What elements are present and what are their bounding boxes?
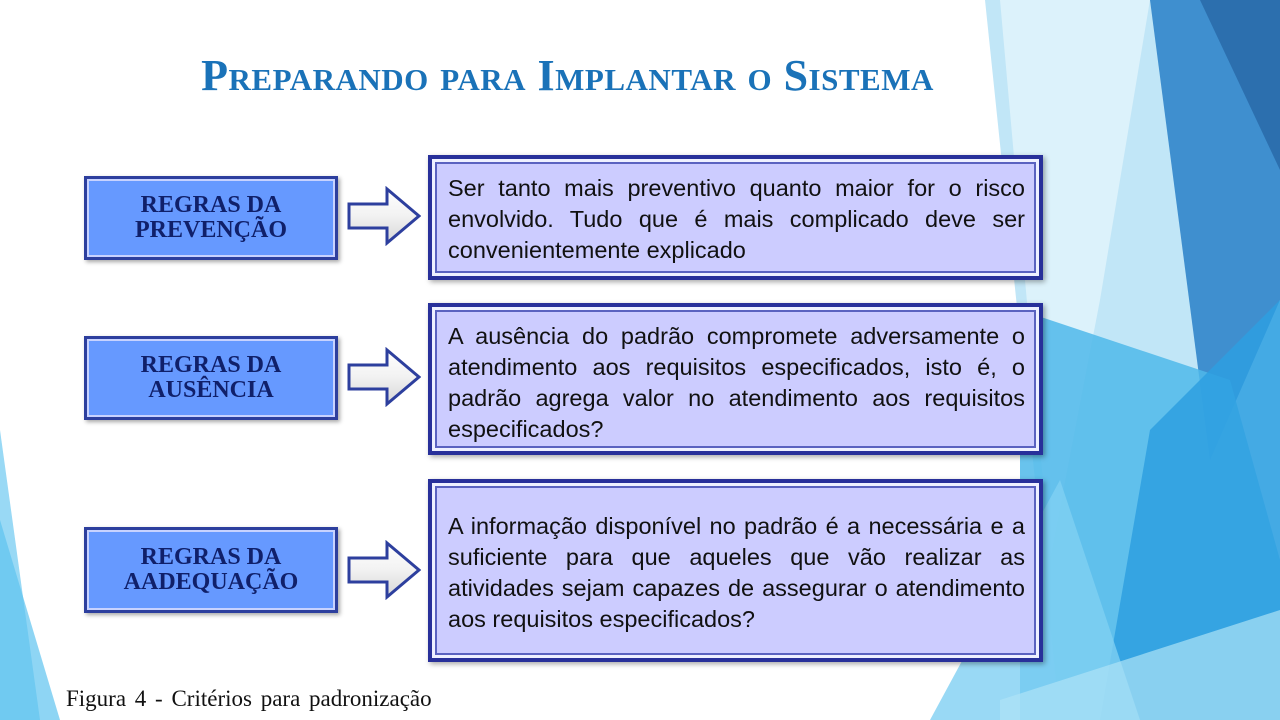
label-box-adequacao [84,527,338,613]
text-ausencia: A ausência do padrão compromete adversamente o atendimento aos requisitos especificados, isto é, o padrão agrega valor no atendimento aos requisitos especificados? [448,323,1025,442]
right-arrow-icon [347,186,421,246]
label-prevencao: REGRAS DA PREVENÇÃO [134,192,287,243]
right-arrow-icon [347,347,421,407]
label-ausencia: REGRAS DA AUSÊNCIA [140,352,282,403]
text-box-prevencao [428,155,1043,280]
right-arrow-icon [347,540,421,600]
text-box-ausencia [428,303,1043,455]
figure-caption: Figura 4 - Critérios para padronização [66,686,432,711]
text-prevencao: Ser tanto mais preventivo quanto maior for o risco envolvido. Tudo que é mais complicado deve ser convenientemente explicado [448,175,1025,263]
label-box-prevencao [84,176,338,260]
label-adequacao: REGRAS DA AADEQUAÇÃO [123,544,299,595]
label-box-ausencia [84,336,338,420]
text-box-adequacao [428,479,1043,662]
text-adequacao: A informação disponível no padrão é a necessária e a suficiente para que aqueles que vão realizar as atividades sejam capazes de assegurar o atendimento aos requisitos especificados? [448,513,1025,632]
slide-title: Preparando para Implantar o Sistema [201,51,934,100]
